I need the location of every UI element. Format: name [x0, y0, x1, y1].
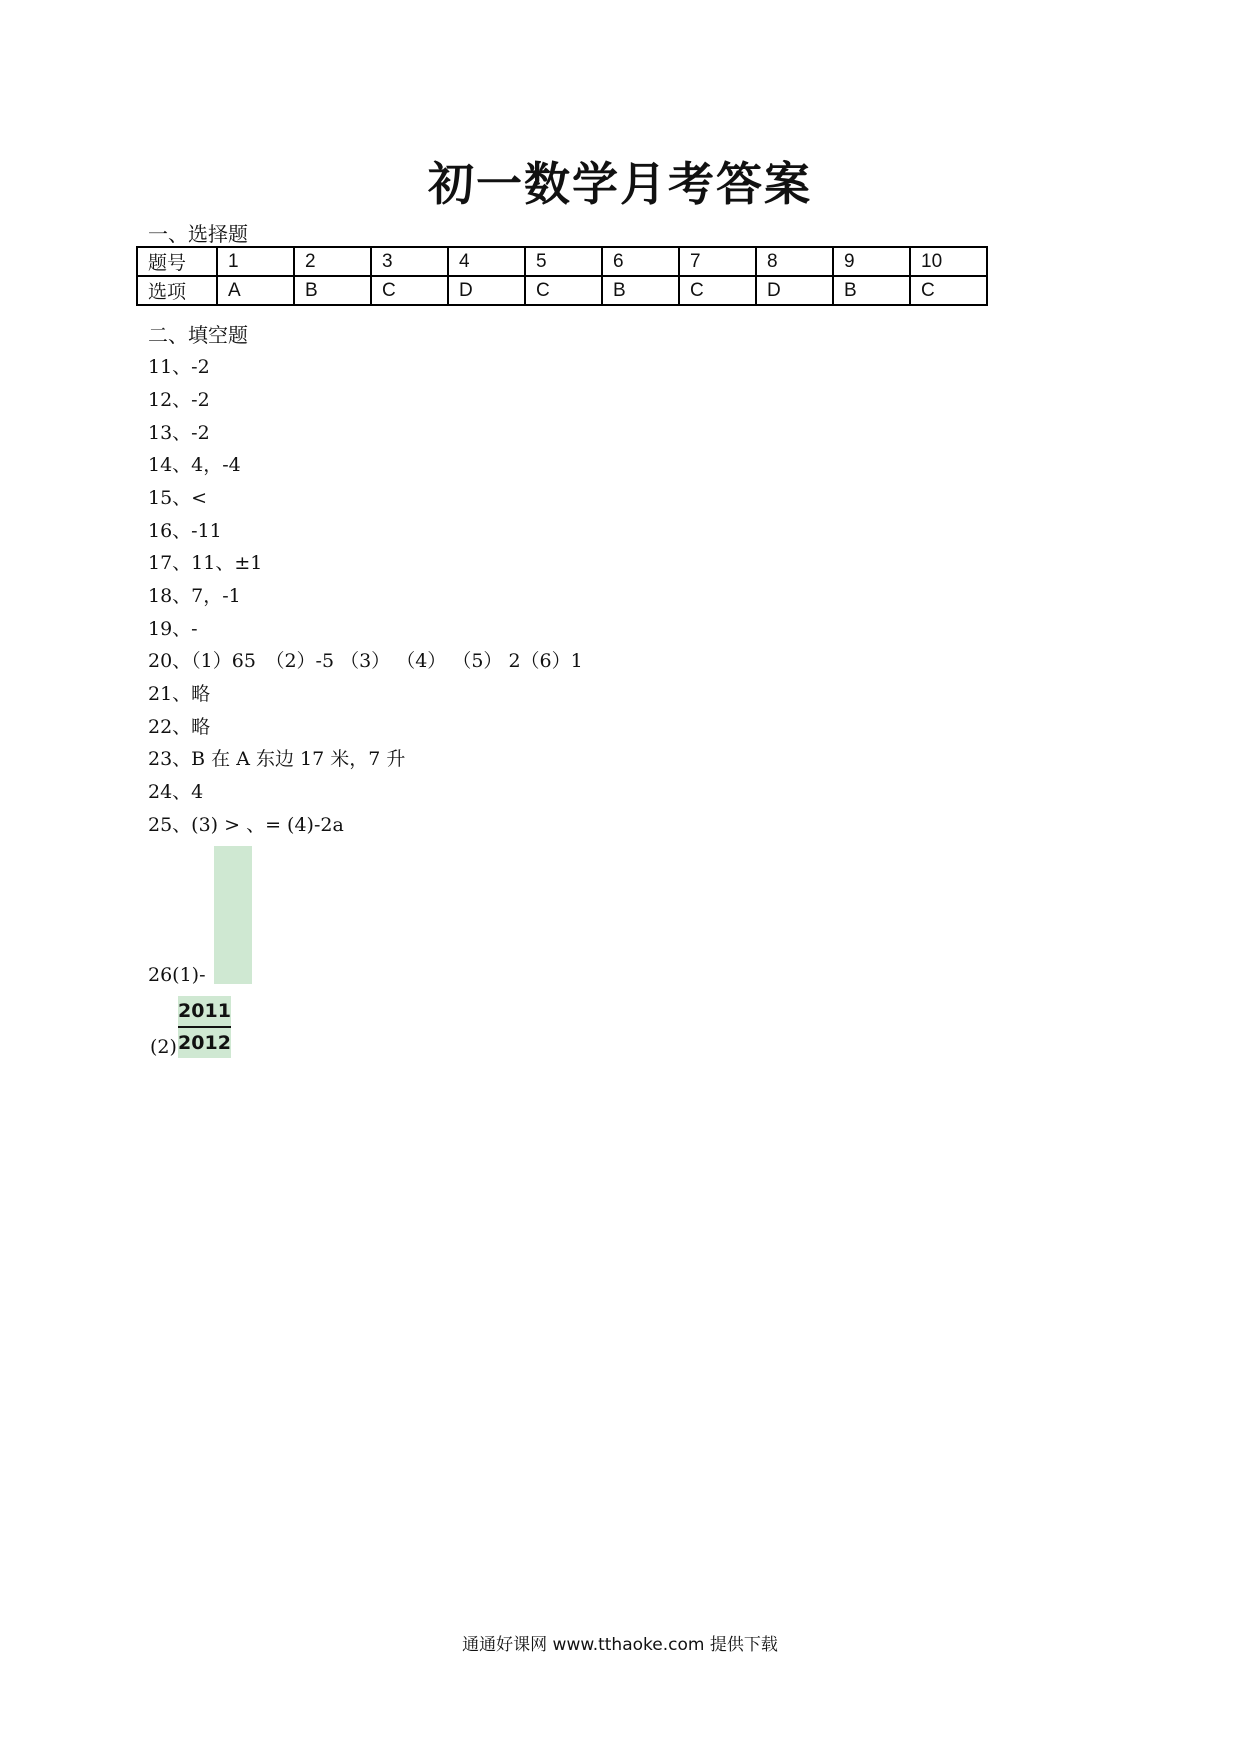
answer-line-26-part1: 26(1)- — [148, 964, 206, 986]
table-cell: 2 — [294, 247, 371, 276]
answer-line: 25、(3) > 、= (4)-2a — [148, 814, 344, 836]
answer-line: 17、11、±1 — [148, 552, 263, 574]
table-cell: C — [371, 276, 448, 305]
table-cell: 9 — [833, 247, 910, 276]
table-cell: A — [217, 276, 294, 305]
footer-credit: 通通好课网 www.tthaoke.com 提供下载 — [462, 1635, 778, 1655]
table-cell: C — [679, 276, 756, 305]
table-cell: 10 — [910, 247, 987, 276]
table-header-cell: 选项 — [137, 276, 217, 305]
table-cell: D — [756, 276, 833, 305]
table-cell: C — [910, 276, 987, 305]
answer-line: 24、4 — [148, 781, 204, 803]
answer-line: 20、（1）65 （2）-5 （3） （4） （5） 2（6）1 — [148, 650, 583, 672]
table-cell: 7 — [679, 247, 756, 276]
answer-line: 18、7，-1 — [148, 585, 241, 607]
answer-line: 11、-2 — [148, 356, 210, 378]
answer-line: 15、< — [148, 487, 208, 509]
answer-line-26-part2: (2) — [150, 1036, 177, 1058]
table-cell: C — [525, 276, 602, 305]
table-cell: 6 — [602, 247, 679, 276]
table-cell: 1 — [217, 247, 294, 276]
table-cell: 3 — [371, 247, 448, 276]
answer-line: 14、4，-4 — [148, 454, 241, 476]
answer-line: 16、-11 — [148, 520, 222, 542]
answer-line: 21、略 — [148, 683, 211, 705]
table-cell: B — [602, 276, 679, 305]
table-cell: 4 — [448, 247, 525, 276]
page-title: 初一数学月考答案 — [428, 157, 812, 211]
section-heading-multiple-choice: 一、选择题 — [148, 222, 248, 246]
section-heading-fill-in: 二、填空题 — [148, 323, 248, 347]
fraction-denominator: 2012 — [178, 1028, 231, 1058]
table-cell: 5 — [525, 247, 602, 276]
highlight-block — [214, 846, 252, 984]
answer-line: 23、B 在 A 东边 17 米，7 升 — [148, 748, 406, 770]
table-cell: B — [294, 276, 371, 305]
answer-line: 22、略 — [148, 716, 211, 738]
table-row-options — [137, 276, 987, 305]
answer-line: 19、- — [148, 618, 198, 640]
fraction — [178, 996, 231, 1058]
table-cell: 8 — [756, 247, 833, 276]
fraction-numerator: 2011 — [178, 996, 231, 1026]
table-header-cell: 题号 — [137, 247, 217, 276]
answer-line: 12、-2 — [148, 389, 210, 411]
table-cell: D — [448, 276, 525, 305]
answer-table — [136, 246, 988, 306]
table-cell: B — [833, 276, 910, 305]
answer-line: 13、-2 — [148, 422, 210, 444]
table-row-question-numbers — [137, 247, 987, 276]
